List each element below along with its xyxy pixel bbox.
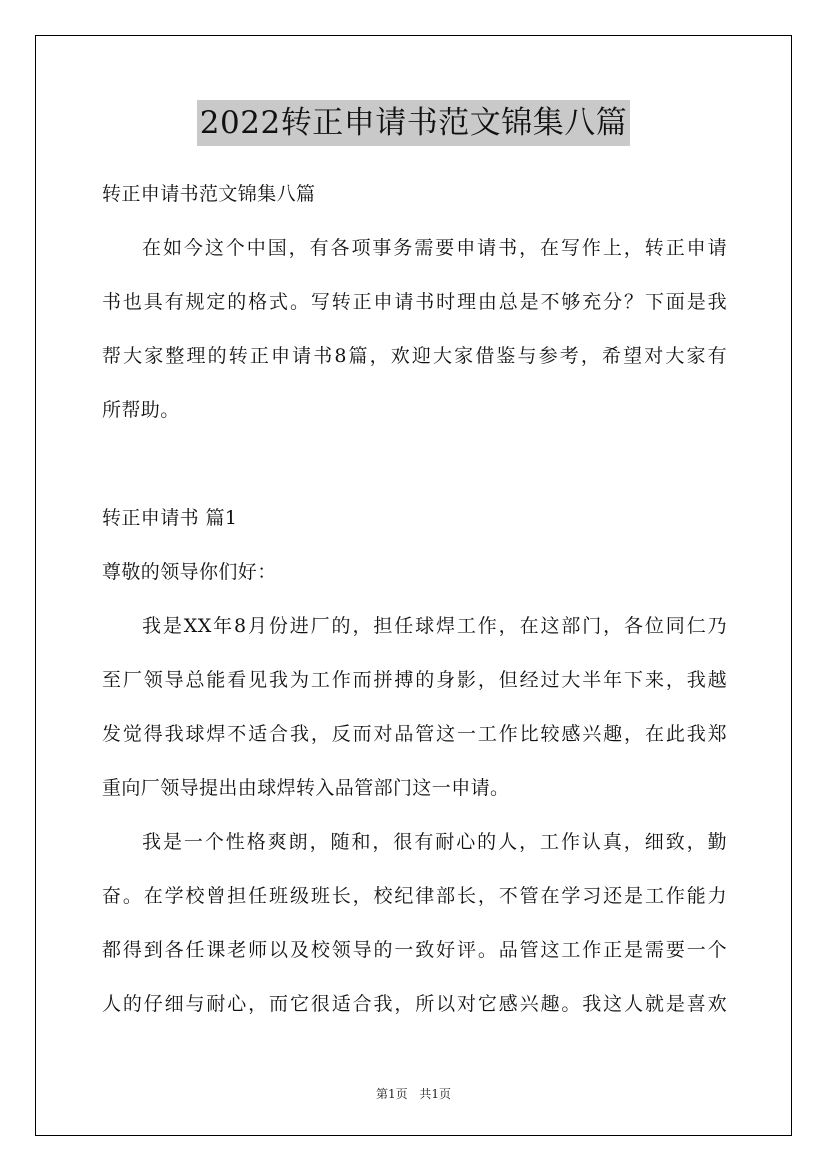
paragraph-line: 我是XX年8月份进厂的，担任球焊工作，在这部门，各位同仁乃 [142,616,727,636]
paragraph-line: 帮大家整理的转正申请书8篇，欢迎大家借鉴与参考，希望对大家有 [102,346,727,366]
title-area [0,100,827,146]
paragraph-line: 发觉得我球焊不适合我，反而对品管这一工作比较感兴趣，在此我郑 [102,724,727,744]
paragraph-line: 在如今这个中国，有各项事务需要申请书，在写作上，转正申请 [142,238,727,258]
paragraph-line: 都得到各任课老师以及校领导的一致好评。品管这工作正是需要一个 [102,940,727,960]
page-total: 共1页 [419,1087,452,1101]
subtitle-line: 转正申请书范文锦集八篇 [102,184,316,204]
paragraph-line: 所帮助。 [102,400,180,420]
paragraph-line: 人的仔细与耐心，而它很适合我，所以对它感兴趣。我这人就是喜欢 [102,994,727,1014]
paragraph-line: 重向厂领导提出由球焊转入品管部门这一申请。 [102,778,510,798]
page-number: 第1页 [375,1087,408,1101]
paragraph-line: 奋。在学校曾担任班级班长，校纪律部长，不管在学习还是工作能力 [102,886,727,906]
paragraph-line: 我是一个性格爽朗，随和，很有耐心的人，工作认真，细致，勤 [142,832,727,852]
page-footer [0,1085,827,1102]
section-heading: 转正申请书 篇1 [102,508,238,528]
paragraph-line: 至厂领导总能看见我为工作而拼搏的身影，但经过大半年下来，我越 [102,670,727,690]
salutation-line: 尊敬的领导你们好： [102,562,277,582]
paragraph-line: 书也具有规定的格式。写转正申请书时理由总是不够充分？下面是我 [102,292,727,312]
document-title: 2022转正申请书范文锦集八篇 [197,100,630,146]
